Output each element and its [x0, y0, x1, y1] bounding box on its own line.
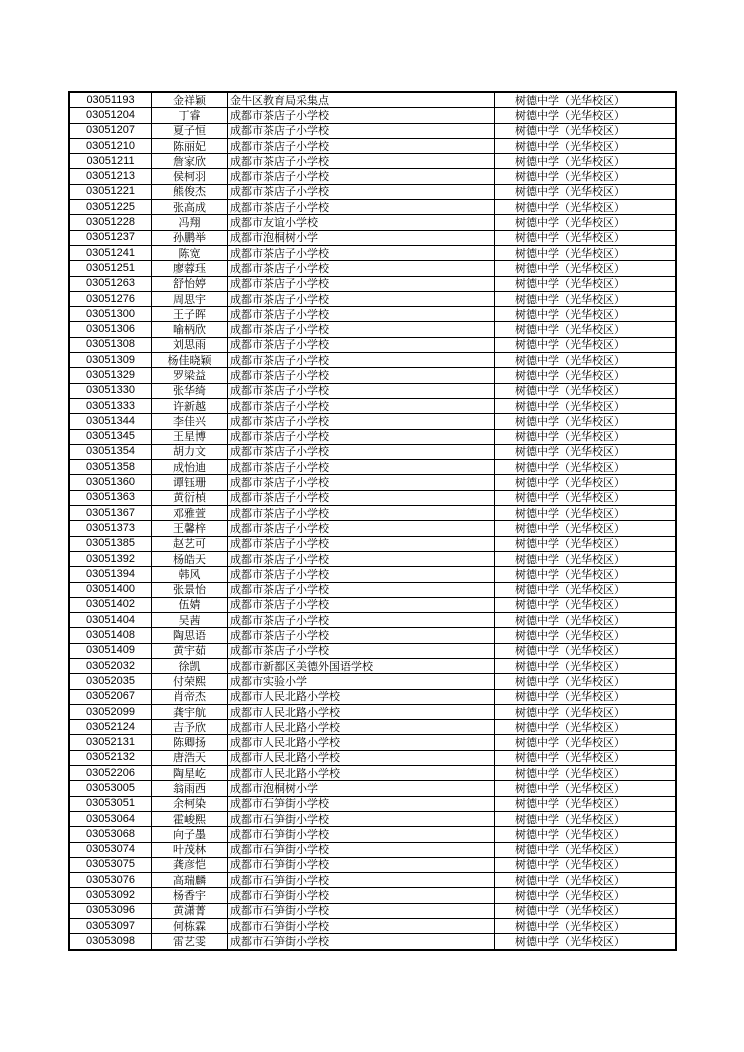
admitted-school-cell: 树德中学（光华校区）: [495, 353, 677, 368]
admitted-school-cell: 树德中学（光华校区）: [495, 536, 677, 551]
table-row: [69, 903, 676, 918]
student-id-cell: 03051207: [69, 123, 152, 138]
student-name-cell: 侯柯羽: [152, 169, 228, 184]
primary-school-cell: 成都市人民北路小学校: [228, 704, 495, 719]
primary-school-cell: 成都市人民北路小学校: [228, 766, 495, 781]
primary-school-cell: 成都市茶店子小学校: [228, 261, 495, 276]
primary-school-cell: 成都市新都区美德外国语学校: [228, 658, 495, 673]
admitted-school-cell: 树德中学（光华校区）: [495, 796, 677, 811]
primary-school-cell: 成都市茶店子小学校: [228, 490, 495, 505]
admitted-school-cell: 树德中学（光华校区）: [495, 230, 677, 245]
table-row: [69, 215, 676, 230]
student-id-cell: 03051251: [69, 261, 152, 276]
student-name-cell: 翁雨西: [152, 781, 228, 796]
admitted-school-cell: 树德中学（光华校区）: [495, 138, 677, 153]
student-id-cell: 03053076: [69, 873, 152, 888]
student-name-cell: 叶茂林: [152, 842, 228, 857]
admitted-school-cell: 树德中学（光华校区）: [495, 674, 677, 689]
primary-school-cell: 成都市茶店子小学校: [228, 291, 495, 306]
primary-school-cell: 成都市友谊小学校: [228, 215, 495, 230]
admitted-school-cell: 树德中学（光华校区）: [495, 261, 677, 276]
student-id-cell: 03052132: [69, 750, 152, 765]
table-row: [69, 444, 676, 459]
primary-school-cell: 成都市石笋街小学校: [228, 903, 495, 918]
student-id-cell: 03051367: [69, 506, 152, 521]
student-name-cell: 罗梁益: [152, 368, 228, 383]
student-name-cell: 何栋霖: [152, 919, 228, 934]
table-row: [69, 108, 676, 123]
table-row: [69, 92, 676, 108]
student-name-cell: 王馨梓: [152, 521, 228, 536]
primary-school-cell: 成都市茶店子小学校: [228, 322, 495, 337]
primary-school-cell: 成都市茶店子小学校: [228, 337, 495, 352]
student-name-cell: 刘思雨: [152, 337, 228, 352]
primary-school-cell: 成都市石笋街小学校: [228, 873, 495, 888]
primary-school-cell: 成都市茶店子小学校: [228, 353, 495, 368]
primary-school-cell: 成都市茶店子小学校: [228, 582, 495, 597]
student-name-cell: 邓雅萱: [152, 506, 228, 521]
admitted-school-cell: 树德中学（光华校区）: [495, 903, 677, 918]
student-id-cell: 03051404: [69, 613, 152, 628]
table-row: [69, 184, 676, 199]
student-name-cell: 张高成: [152, 200, 228, 215]
admitted-school-cell: 树德中学（光华校区）: [495, 215, 677, 230]
primary-school-cell: 成都市茶店子小学校: [228, 429, 495, 444]
primary-school-cell: 成都市人民北路小学校: [228, 735, 495, 750]
admitted-school-cell: 树德中学（光华校区）: [495, 429, 677, 444]
table-row: [69, 919, 676, 934]
primary-school-cell: 成都市石笋街小学校: [228, 857, 495, 872]
admitted-school-cell: 树德中学（光华校区）: [495, 184, 677, 199]
table-row: [69, 689, 676, 704]
primary-school-cell: 成都市茶店子小学校: [228, 154, 495, 169]
primary-school-cell: 成都市茶店子小学校: [228, 200, 495, 215]
table-row: [69, 291, 676, 306]
admitted-school-cell: 树德中学（光华校区）: [495, 92, 677, 108]
primary-school-cell: 成都市石笋街小学校: [228, 842, 495, 857]
admitted-school-cell: 树德中学（光华校区）: [495, 873, 677, 888]
admitted-school-cell: 树德中学（光华校区）: [495, 842, 677, 857]
student-id-cell: 03051213: [69, 169, 152, 184]
admitted-school-cell: 树德中学（光华校区）: [495, 490, 677, 505]
student-id-cell: 03051330: [69, 383, 152, 398]
primary-school-cell: 成都市茶店子小学校: [228, 398, 495, 413]
primary-school-cell: 成都市茶店子小学校: [228, 597, 495, 612]
student-name-cell: 向子墨: [152, 827, 228, 842]
table-row: [69, 551, 676, 566]
table-row: [69, 766, 676, 781]
student-name-cell: 唐浩天: [152, 750, 228, 765]
admitted-school-cell: 树德中学（光华校区）: [495, 597, 677, 612]
student-name-cell: 丁睿: [152, 108, 228, 123]
table-row: [69, 154, 676, 169]
student-id-cell: 03051204: [69, 108, 152, 123]
table-row: [69, 460, 676, 475]
primary-school-cell: 金牛区教育局采集点: [228, 92, 495, 108]
primary-school-cell: 成都市泡桐树小学: [228, 781, 495, 796]
admitted-school-cell: 树德中学（光华校区）: [495, 475, 677, 490]
admitted-school-cell: 树德中学（光华校区）: [495, 200, 677, 215]
student-id-cell: 03051360: [69, 475, 152, 490]
admitted-school-cell: 树德中学（光华校区）: [495, 368, 677, 383]
table-row: [69, 873, 676, 888]
student-id-cell: 03051409: [69, 643, 152, 658]
primary-school-cell: 成都市茶店子小学校: [228, 643, 495, 658]
student-id-cell: 03052131: [69, 735, 152, 750]
student-id-cell: 03051308: [69, 337, 152, 352]
table-row: [69, 123, 676, 138]
student-name-cell: 喻柄欣: [152, 322, 228, 337]
table-row: [69, 628, 676, 643]
primary-school-cell: 成都市人民北路小学校: [228, 720, 495, 735]
student-name-cell: 余柯染: [152, 796, 228, 811]
student-name-cell: 舒怡婷: [152, 276, 228, 291]
student-id-cell: 03051309: [69, 353, 152, 368]
admitted-school-cell: 树德中学（光华校区）: [495, 567, 677, 582]
table-row: [69, 567, 676, 582]
table-row: [69, 353, 676, 368]
admitted-school-cell: 树德中学（光华校区）: [495, 720, 677, 735]
admitted-school-cell: 树德中学（光华校区）: [495, 291, 677, 306]
admitted-school-cell: 树德中学（光华校区）: [495, 337, 677, 352]
student-id-cell: 03051193: [69, 92, 152, 108]
table-row: [69, 368, 676, 383]
table-row: [69, 750, 676, 765]
primary-school-cell: 成都市茶店子小学校: [228, 460, 495, 475]
student-name-cell: 张华绮: [152, 383, 228, 398]
table-row: [69, 613, 676, 628]
table-row: [69, 827, 676, 842]
student-name-cell: 肖帝杰: [152, 689, 228, 704]
admitted-school-cell: 树德中学（光华校区）: [495, 643, 677, 658]
table-row: [69, 582, 676, 597]
student-id-cell: 03053068: [69, 827, 152, 842]
table-row: [69, 842, 676, 857]
student-name-cell: 孙鹏举: [152, 230, 228, 245]
table-row: [69, 521, 676, 536]
table-row: [69, 138, 676, 153]
student-name-cell: 张景怡: [152, 582, 228, 597]
table-row: [69, 429, 676, 444]
student-id-cell: 03052099: [69, 704, 152, 719]
table-row: [69, 383, 676, 398]
primary-school-cell: 成都市茶店子小学校: [228, 613, 495, 628]
admitted-school-cell: 树德中学（光华校区）: [495, 521, 677, 536]
student-id-cell: 03052032: [69, 658, 152, 673]
student-id-cell: 03051306: [69, 322, 152, 337]
primary-school-cell: 成都市茶店子小学校: [228, 628, 495, 643]
table-row: [69, 934, 676, 950]
student-id-cell: 03051385: [69, 536, 152, 551]
student-id-cell: 03051358: [69, 460, 152, 475]
student-name-cell: 黄衍楨: [152, 490, 228, 505]
table-row: [69, 796, 676, 811]
table-row: [69, 230, 676, 245]
table-row: [69, 781, 676, 796]
table-row: [69, 261, 676, 276]
admitted-school-cell: 树德中学（光华校区）: [495, 322, 677, 337]
table-row: [69, 597, 676, 612]
student-name-cell: 廖蓉珏: [152, 261, 228, 276]
student-name-cell: 李佳兴: [152, 414, 228, 429]
admitted-school-cell: 树德中学（光华校区）: [495, 613, 677, 628]
primary-school-cell: 成都市茶店子小学校: [228, 138, 495, 153]
student-id-cell: 03051408: [69, 628, 152, 643]
student-name-cell: 赵艺可: [152, 536, 228, 551]
primary-school-cell: 成都市茶店子小学校: [228, 169, 495, 184]
student-id-cell: 03051345: [69, 429, 152, 444]
table-row: [69, 169, 676, 184]
student-name-cell: 许新越: [152, 398, 228, 413]
primary-school-cell: 成都市茶店子小学校: [228, 567, 495, 582]
admitted-school-cell: 树德中学（光华校区）: [495, 735, 677, 750]
primary-school-cell: 成都市茶店子小学校: [228, 521, 495, 536]
table-row: [69, 322, 676, 337]
student-name-cell: 杨皓天: [152, 551, 228, 566]
student-id-cell: 03053051: [69, 796, 152, 811]
admitted-school-cell: 树德中学（光华校区）: [495, 398, 677, 413]
table-row: [69, 857, 676, 872]
student-id-cell: 03051373: [69, 521, 152, 536]
admitted-school-cell: 树德中学（光华校区）: [495, 888, 677, 903]
student-name-cell: 杨香宇: [152, 888, 228, 903]
primary-school-cell: 成都市茶店子小学校: [228, 414, 495, 429]
admitted-school-cell: 树德中学（光华校区）: [495, 108, 677, 123]
admitted-school-cell: 树德中学（光华校区）: [495, 689, 677, 704]
table-row: [69, 200, 676, 215]
student-name-cell: 陶思语: [152, 628, 228, 643]
student-id-cell: 03051241: [69, 245, 152, 260]
student-name-cell: 陈卿扬: [152, 735, 228, 750]
admitted-school-cell: 树德中学（光华校区）: [495, 811, 677, 826]
student-name-cell: 霍峻熙: [152, 811, 228, 826]
student-id-cell: 03051263: [69, 276, 152, 291]
student-id-cell: 03051400: [69, 582, 152, 597]
admitted-school-cell: 树德中学（光华校区）: [495, 781, 677, 796]
student-id-cell: 03052124: [69, 720, 152, 735]
primary-school-cell: 成都市石笋街小学校: [228, 796, 495, 811]
primary-school-cell: 成都市茶店子小学校: [228, 368, 495, 383]
admitted-school-cell: 树德中学（光华校区）: [495, 245, 677, 260]
student-name-cell: 徐凯: [152, 658, 228, 673]
student-name-cell: 陈丽妃: [152, 138, 228, 153]
admitted-school-cell: 树德中学（光华校区）: [495, 506, 677, 521]
table-row: [69, 276, 676, 291]
student-name-cell: 成怡迪: [152, 460, 228, 475]
student-name-cell: 王子晖: [152, 307, 228, 322]
student-id-cell: 03053092: [69, 888, 152, 903]
student-id-cell: 03051363: [69, 490, 152, 505]
admitted-school-cell: 树德中学（光华校区）: [495, 934, 677, 950]
admitted-school-cell: 树德中学（光华校区）: [495, 628, 677, 643]
primary-school-cell: 成都市茶店子小学校: [228, 506, 495, 521]
primary-school-cell: 成都市石笋街小学校: [228, 919, 495, 934]
student-id-cell: 03052035: [69, 674, 152, 689]
primary-school-cell: 成都市实验小学: [228, 674, 495, 689]
table-row: [69, 245, 676, 260]
primary-school-cell: 成都市茶店子小学校: [228, 245, 495, 260]
table-row: [69, 506, 676, 521]
admitted-school-cell: 树德中学（光华校区）: [495, 169, 677, 184]
table-row: [69, 811, 676, 826]
student-id-cell: 03051329: [69, 368, 152, 383]
student-id-cell: 03051211: [69, 154, 152, 169]
admitted-school-cell: 树德中学（光华校区）: [495, 307, 677, 322]
primary-school-cell: 成都市石笋街小学校: [228, 888, 495, 903]
student-name-cell: 黄宇茹: [152, 643, 228, 658]
admitted-school-cell: 树德中学（光华校区）: [495, 444, 677, 459]
student-id-cell: 03051210: [69, 138, 152, 153]
admitted-school-cell: 树德中学（光华校区）: [495, 460, 677, 475]
primary-school-cell: 成都市茶店子小学校: [228, 123, 495, 138]
admitted-school-cell: 树德中学（光华校区）: [495, 154, 677, 169]
student-name-cell: 詹家欣: [152, 154, 228, 169]
admitted-school-cell: 树德中学（光华校区）: [495, 383, 677, 398]
student-id-cell: 03053005: [69, 781, 152, 796]
primary-school-cell: 成都市石笋街小学校: [228, 827, 495, 842]
table-row: [69, 658, 676, 673]
admitted-school-cell: 树德中学（光华校区）: [495, 582, 677, 597]
student-name-cell: 雷艺雯: [152, 934, 228, 950]
admitted-school-cell: 树德中学（光华校区）: [495, 123, 677, 138]
student-id-cell: 03051276: [69, 291, 152, 306]
table-row: [69, 475, 676, 490]
student-name-cell: 伍婧: [152, 597, 228, 612]
student-id-cell: 03052067: [69, 689, 152, 704]
primary-school-cell: 成都市茶店子小学校: [228, 184, 495, 199]
primary-school-cell: 成都市茶店子小学校: [228, 276, 495, 291]
primary-school-cell: 成都市人民北路小学校: [228, 750, 495, 765]
student-id-cell: 03051394: [69, 567, 152, 582]
student-name-cell: 黄潇菁: [152, 903, 228, 918]
student-name-cell: 吴茜: [152, 613, 228, 628]
table-row: [69, 337, 676, 352]
table-body: [69, 92, 676, 950]
student-id-cell: 03053064: [69, 811, 152, 826]
admitted-school-cell: 树德中学（光华校区）: [495, 750, 677, 765]
student-name-cell: 熊俊杰: [152, 184, 228, 199]
table-row: [69, 888, 676, 903]
student-name-cell: 陈宽: [152, 245, 228, 260]
admitted-school-cell: 树德中学（光华校区）: [495, 414, 677, 429]
admitted-school-cell: 树德中学（光华校区）: [495, 857, 677, 872]
student-name-cell: 周思宇: [152, 291, 228, 306]
student-id-cell: 03051402: [69, 597, 152, 612]
student-name-cell: 吉予欣: [152, 720, 228, 735]
primary-school-cell: 成都市茶店子小学校: [228, 383, 495, 398]
admission-table: [68, 91, 677, 951]
student-id-cell: 03053097: [69, 919, 152, 934]
student-id-cell: 03051392: [69, 551, 152, 566]
student-name-cell: 夏子恒: [152, 123, 228, 138]
student-id-cell: 03051221: [69, 184, 152, 199]
table-row: [69, 674, 676, 689]
student-id-cell: 03051228: [69, 215, 152, 230]
primary-school-cell: 成都市茶店子小学校: [228, 551, 495, 566]
student-name-cell: 王星博: [152, 429, 228, 444]
primary-school-cell: 成都市人民北路小学校: [228, 689, 495, 704]
student-id-cell: 03051333: [69, 398, 152, 413]
student-id-cell: 03053075: [69, 857, 152, 872]
table-row: [69, 490, 676, 505]
admitted-school-cell: 树德中学（光华校区）: [495, 658, 677, 673]
table-row: [69, 720, 676, 735]
student-name-cell: 杨佳晓颖: [152, 353, 228, 368]
student-id-cell: 03053074: [69, 842, 152, 857]
primary-school-cell: 成都市茶店子小学校: [228, 108, 495, 123]
student-name-cell: 谭钰珊: [152, 475, 228, 490]
student-id-cell: 03051344: [69, 414, 152, 429]
table-row: [69, 307, 676, 322]
primary-school-cell: 成都市茶店子小学校: [228, 475, 495, 490]
student-name-cell: 高瑞麟: [152, 873, 228, 888]
table-row: [69, 398, 676, 413]
student-name-cell: 冯翔: [152, 215, 228, 230]
student-name-cell: 韩风: [152, 567, 228, 582]
primary-school-cell: 成都市泡桐树小学: [228, 230, 495, 245]
primary-school-cell: 成都市茶店子小学校: [228, 444, 495, 459]
admitted-school-cell: 树德中学（光华校区）: [495, 827, 677, 842]
student-name-cell: 付荣熙: [152, 674, 228, 689]
student-id-cell: 03051300: [69, 307, 152, 322]
admitted-school-cell: 树德中学（光华校区）: [495, 551, 677, 566]
table-row: [69, 735, 676, 750]
student-name-cell: 胡力文: [152, 444, 228, 459]
student-id-cell: 03051237: [69, 230, 152, 245]
table-row: [69, 414, 676, 429]
table-row: [69, 536, 676, 551]
student-id-cell: 03052206: [69, 766, 152, 781]
student-id-cell: 03053098: [69, 934, 152, 950]
primary-school-cell: 成都市茶店子小学校: [228, 307, 495, 322]
primary-school-cell: 成都市石笋街小学校: [228, 811, 495, 826]
admitted-school-cell: 树德中学（光华校区）: [495, 704, 677, 719]
admitted-school-cell: 树德中学（光华校区）: [495, 276, 677, 291]
student-name-cell: 龚彦恺: [152, 857, 228, 872]
student-id-cell: 03053096: [69, 903, 152, 918]
table-row: [69, 643, 676, 658]
student-name-cell: 龚宇航: [152, 704, 228, 719]
admitted-school-cell: 树德中学（光华校区）: [495, 919, 677, 934]
primary-school-cell: 成都市石笋街小学校: [228, 934, 495, 950]
student-name-cell: 陶星屹: [152, 766, 228, 781]
student-id-cell: 03051354: [69, 444, 152, 459]
student-name-cell: 金祥颖: [152, 92, 228, 108]
student-id-cell: 03051225: [69, 200, 152, 215]
primary-school-cell: 成都市茶店子小学校: [228, 536, 495, 551]
table-row: [69, 704, 676, 719]
admitted-school-cell: 树德中学（光华校区）: [495, 766, 677, 781]
